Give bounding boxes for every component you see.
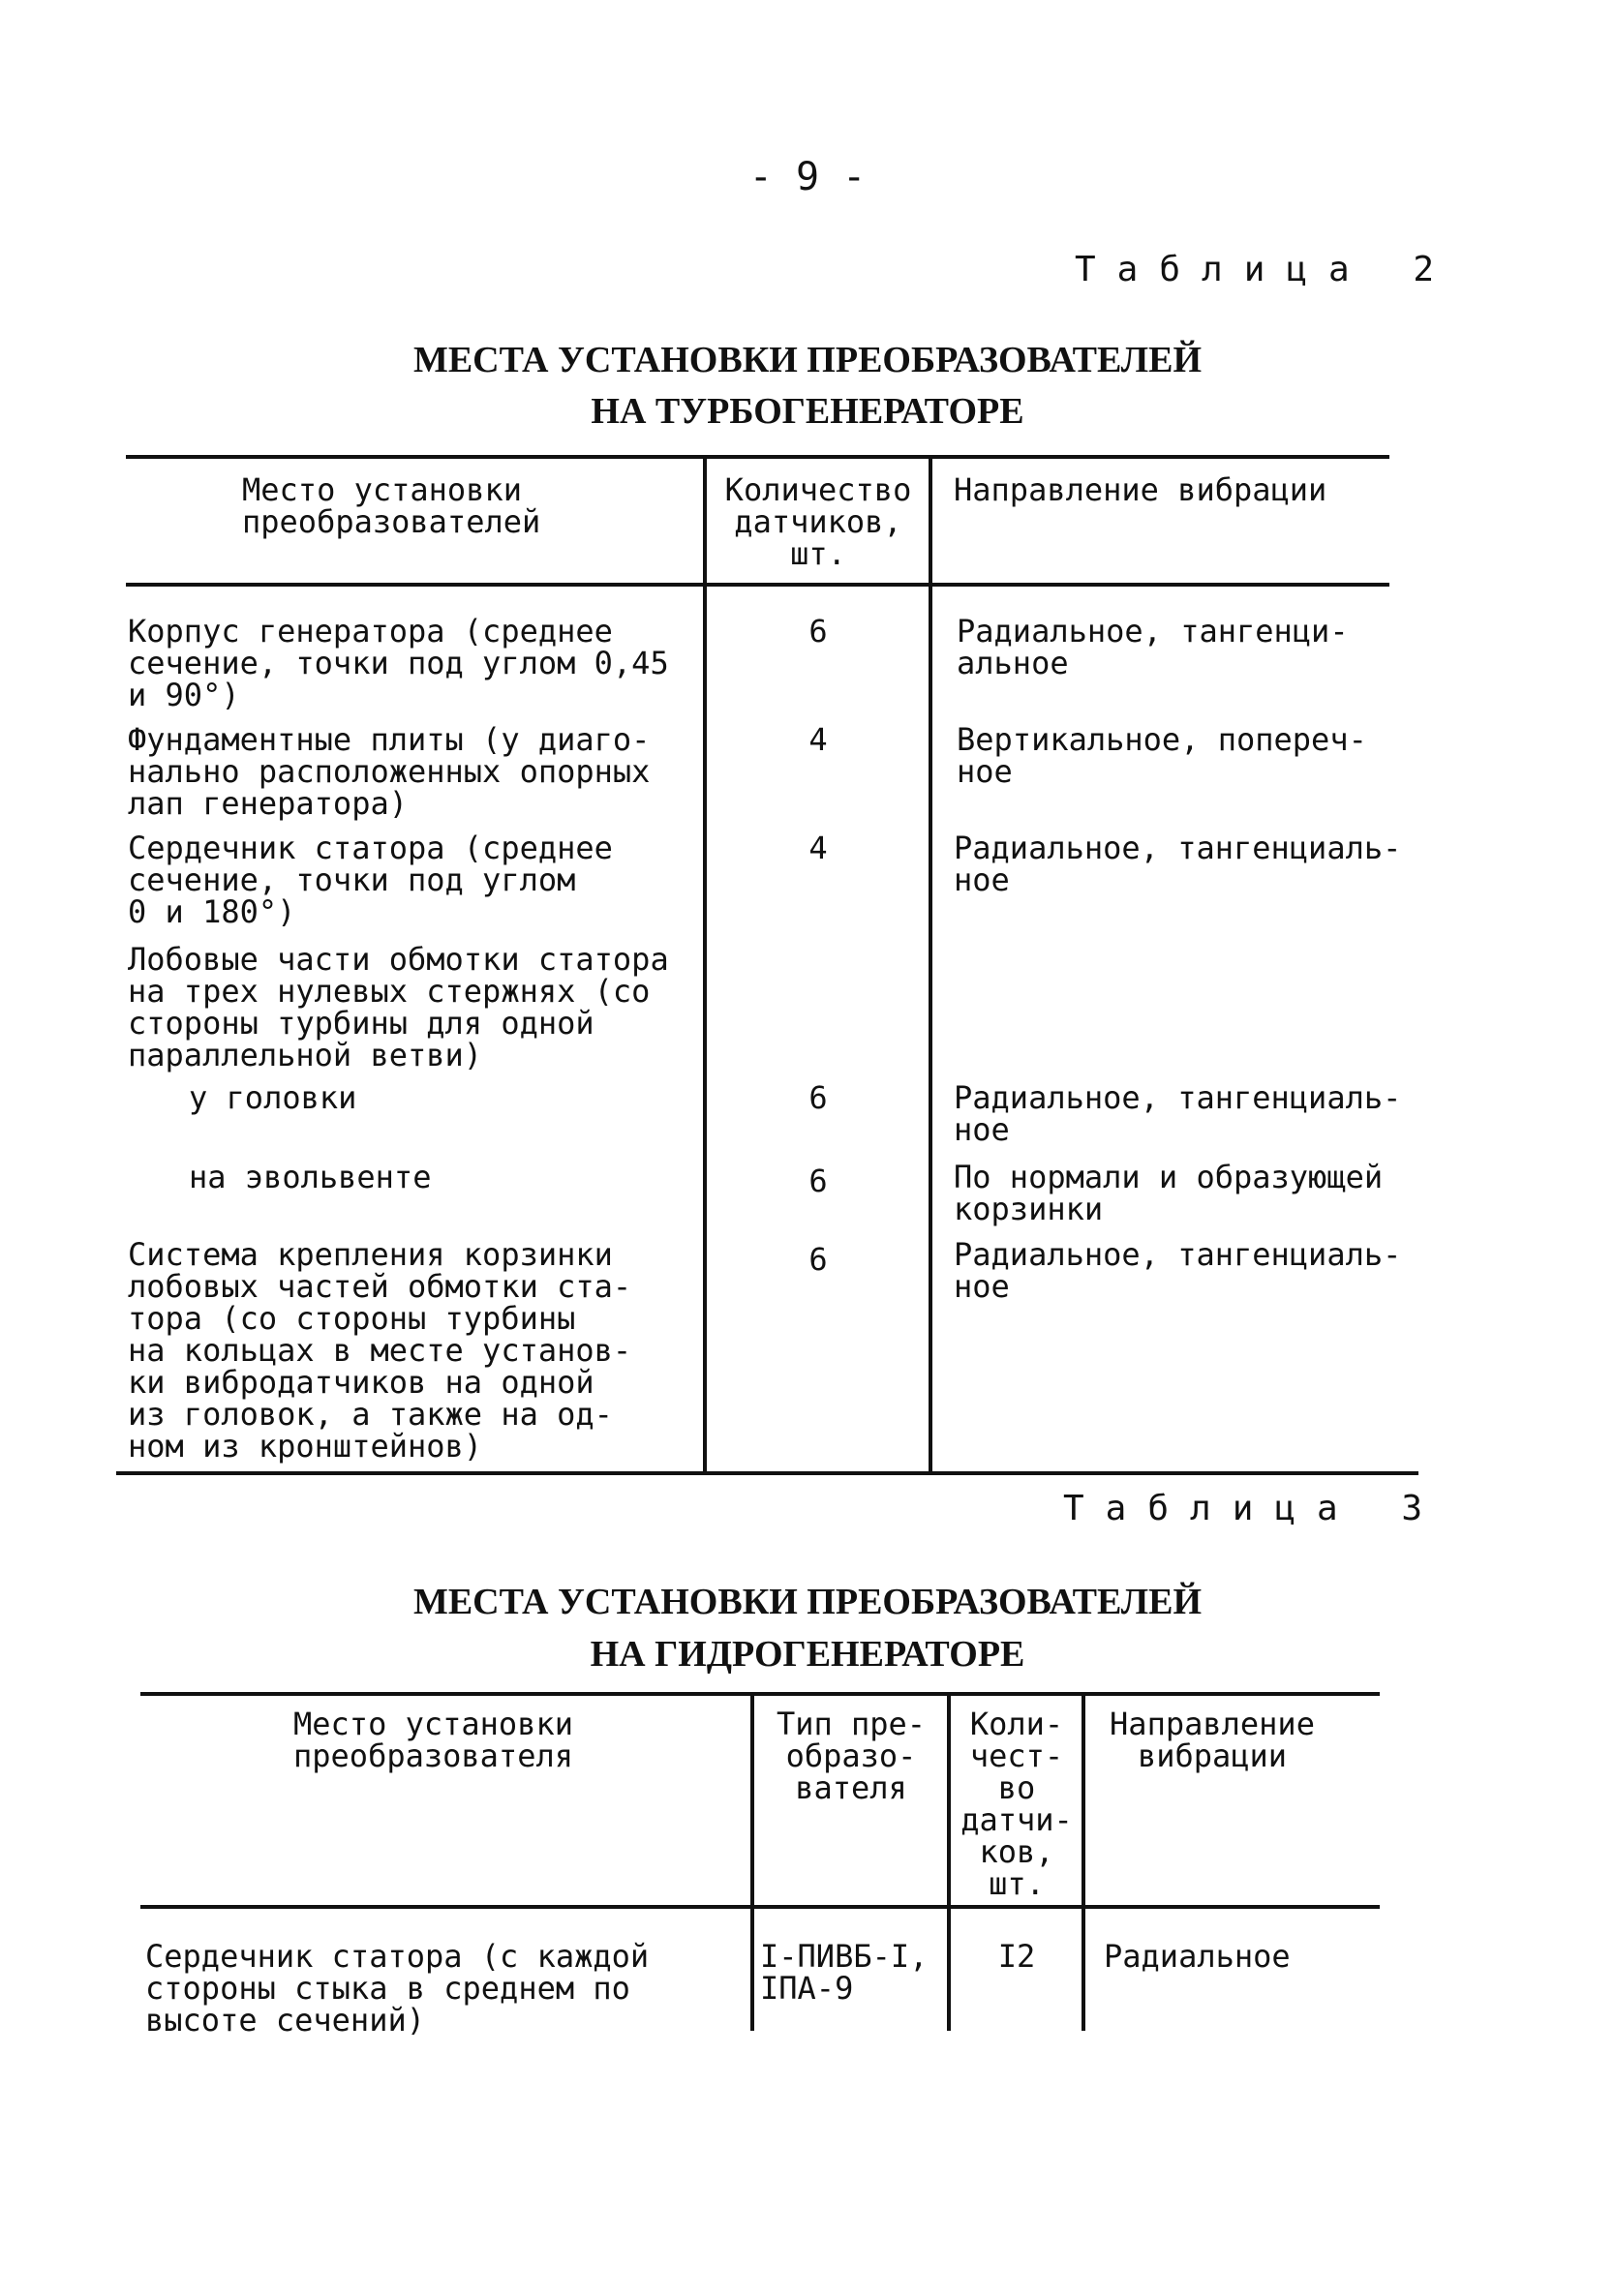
table3-label: Таблица 3 bbox=[1063, 1489, 1445, 1528]
table2-row-direction: Радиальное, тангенци- альное bbox=[957, 613, 1349, 681]
table3-col-divider-2 bbox=[947, 1692, 951, 2031]
table3-row-direction: Радиальное bbox=[1104, 1938, 1291, 1975]
table2-top-rule bbox=[126, 455, 1389, 459]
table2-header-rule bbox=[126, 583, 1389, 587]
table2-header-direction: Направление вибрации bbox=[954, 471, 1327, 508]
table3-title-line2: НА ГИДРОГЕНЕРАТОРЕ bbox=[590, 1634, 1025, 1675]
table2-row-place: Корпус генератора (среднее сечение, точки под углом 0,45 и 90°) bbox=[128, 613, 669, 713]
table3-row-place: Сердечник статора (с каждой стороны стыка в среднем по высоте сечений) bbox=[145, 1938, 650, 2039]
table2-title-line2: НА ТУРБОГЕНЕРАТОРЕ bbox=[591, 391, 1024, 432]
table2-row-direction: Радиальное, тангенциаль- ное bbox=[954, 1236, 1402, 1305]
table3-row-count: I2 bbox=[997, 1938, 1036, 1975]
table3-header-count: Коли- чест- во датчи- ков, шт. bbox=[960, 1706, 1073, 1902]
table2-header-count: Количество датчиков, шт. bbox=[724, 471, 912, 572]
table2-row-count: 4 bbox=[808, 830, 828, 866]
table2-row-place: Система крепления корзинки лобовых частей обмотки ста- тора (со стороны турбины на кольцах в месте установ- ки вибродатчиков на одной из головок, а также на од- ном из кронштейнов) bbox=[128, 1236, 632, 1465]
table2-bottom-rule bbox=[116, 1471, 1418, 1475]
table2-row-direction: По нормали и образующей корзинки bbox=[954, 1159, 1384, 1227]
table2-title-line1: МЕСТА УСТАНОВКИ ПРЕОБРАЗОВАТЕЛЕЙ bbox=[412, 340, 1203, 380]
table3-title-line1: МЕСТА УСТАНОВКИ ПРЕОБРАЗОВАТЕЛЕЙ bbox=[412, 1582, 1203, 1622]
table3-row-type: I-ПИВБ-I, IПА-9 bbox=[760, 1938, 929, 2007]
table3-top-rule bbox=[140, 1692, 1380, 1696]
table2-row-count: 6 bbox=[808, 1241, 828, 1278]
table2-row-place: Сердечник статора (среднее сечение, точки под углом 0 и 180°) bbox=[128, 830, 613, 930]
table2-row-count: 6 bbox=[808, 613, 828, 650]
table2-row-place: у головки bbox=[189, 1079, 357, 1116]
table3-header-rule bbox=[140, 1905, 1380, 1909]
table2-row-count: 6 bbox=[808, 1079, 828, 1116]
table2-row-place: на эвольвенте bbox=[189, 1159, 432, 1195]
table2-row-count: 4 bbox=[808, 721, 828, 758]
table3-col-divider-3 bbox=[1082, 1692, 1085, 2031]
table2-row-direction: Радиальное, тангенциаль- ное bbox=[954, 1079, 1402, 1148]
table2-row-direction: Радиальное, тангенциаль- ное bbox=[954, 830, 1402, 898]
table2-row-direction: Вертикальное, попереч- ное bbox=[957, 721, 1367, 790]
table2-header-place: Место установки преобразователей bbox=[242, 471, 541, 540]
table2-label: Таблица 2 bbox=[1075, 250, 1456, 289]
table2-row-place: Лобовые части обмотки статора на трех нулевых стержнях (со стороны турбины для одной параллельной ветви) bbox=[128, 941, 669, 1073]
table2-row-count: 6 bbox=[808, 1163, 828, 1199]
table2-col-divider-2 bbox=[929, 455, 932, 1473]
table2-col-divider-1 bbox=[703, 455, 707, 1473]
table3-header-place: Место установки преобразователя bbox=[293, 1706, 573, 1774]
table3-col-divider-1 bbox=[750, 1692, 754, 2031]
table3-header-direction: Направление вибрации bbox=[1110, 1706, 1315, 1774]
table3-header-type: Тип пре- образо- вателя bbox=[776, 1706, 927, 1806]
table2-row-place: Фундаментные плиты (у диаго- нально расположенных опорных лап генератора) bbox=[128, 721, 651, 822]
page-number: - 9 - bbox=[748, 155, 867, 199]
